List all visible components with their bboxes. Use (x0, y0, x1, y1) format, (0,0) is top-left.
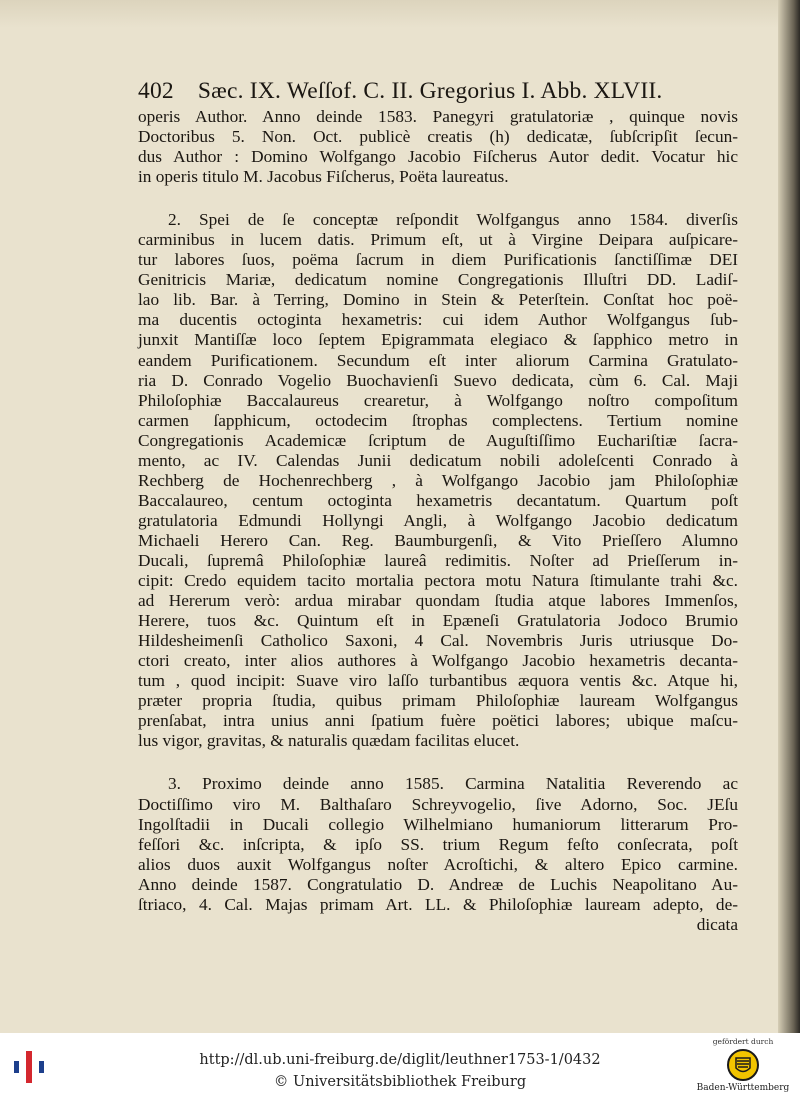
text-line: gratulatoria Edmundi Hollyngi Angli, à Wolfgango Jacobio dedicatum (138, 510, 738, 530)
text-line: carminibus in lucem datis. Primum eſt, ut à Virgine Deipara auſpicare- (138, 230, 738, 250)
text-line: Ingolſtadii in Ducali collegio Wilhelmiano humaniorum litterarum Pro- (138, 814, 738, 834)
text-line: Doctiſſimo viro M. Balthaſaro Schreyvogelio, ſive Adorno, Soc. JEſu (138, 794, 738, 814)
text-line: prenſabat, intra unius anni ſpatium fuère poëtici labores; ubique maſcu- (138, 711, 738, 731)
catchword: dicata (696, 914, 738, 934)
text-line: junxit Mantiſſæ loco ſeptem Epigrammata elegiaco & ſapphico metro in (138, 330, 738, 350)
text-line: ria D. Conrado Vogelio Buochavienſi Suevo dedicata, cùm 6. Cal. Maji (138, 370, 738, 390)
text-line: Philoſophiæ Baccalaureus crearetur, à Wolfgango noſtro compoſitum (138, 390, 738, 410)
text-line: lus vigor, gravitas, & naturalis quædam facilitas elucet. (138, 731, 520, 751)
paragraph-2 (138, 210, 738, 751)
page-number: 402 (138, 78, 174, 104)
text-line: alios duos auxit Wolfgangus noſter Acroſtichi, & altero Epico carmine. (138, 854, 738, 874)
running-header (138, 78, 738, 105)
funder-label: gefördert durch (712, 1037, 774, 1046)
text-line: Congregationis Academicæ ſcriptum de Auguſtiſſimo Euchariſtiæ ſacra- (138, 430, 738, 450)
paragraph-3 (138, 774, 738, 934)
text-line: lao lib. Bar. à Terring, Domino in Stein & Peterſtein. Conſtat hoc poë- (138, 290, 738, 310)
text-line: Michaeli Herero Can. Reg. Baumburgenſi, & Vito Prieſſero Alumno (138, 530, 738, 550)
text-line: Herere, tuos &c. Quintum eſt in Epæneſi Gratulatoria Jodoco Brumio (138, 611, 738, 631)
text-line: dus Author : Domino Wolfgango Jacobio Fiſcherus Autor dedit. Vocatur hic (138, 147, 738, 167)
text-line: præter propria ſtudia, quibus primam Philoſophiæ lauream Wolfgangus (138, 691, 738, 711)
text-line: tum , quod incipit: Suave viro laſſo turbantibus æquora ventis &c. Atque hi, (138, 671, 738, 691)
text-line: ſtriaco, 4. Cal. Majas primam Art. LL. & Philoſophiæ lauream adepto, de- (138, 894, 738, 914)
text-line: in operis titulo M. Jacobus Fiſcherus, Poëta laureatus. (138, 167, 509, 187)
running-title: Sæc. IX. Weſſof. C. II. Gregorius I. Abb. XLVII. (197, 78, 663, 104)
page-top-shadow (0, 0, 800, 28)
text-line: feſſori &c. inſcripta, & ipſo SS. trium Regum feſto conſecrata, poſt (138, 834, 738, 854)
text-line: Genitricis Mariæ, dedicatum nomine Congregationis Illuſtri DD. Ladiſ- (138, 270, 738, 290)
text-line: Hildesheimenſi Catholico Saxoni, 4 Cal. Novembris Juris utriusque Do- (138, 631, 738, 651)
page-edge-shadow (778, 0, 800, 1033)
text-line: tur labores ſuos, poëma ſacrum in diem Purificationis ſanctiſſimæ DEI (138, 250, 738, 270)
text-line: cipit: Credo equidem tacito mortalia pectora motu Natura ſtimulante trahi &c. (138, 571, 738, 591)
state-coat-of-arms-icon (726, 1048, 760, 1082)
page-text-block (138, 78, 738, 935)
text-line: 3. Proximo deinde anno 1585. Carmina Natalitia Reverendo ac (168, 774, 738, 794)
funder-region: Baden-Württemberg (696, 1083, 790, 1093)
funder-badge (688, 1036, 798, 1096)
text-line: Doctoribus 5. Non. Oct. publicè creatis (h) dedicatæ, ſubſcripſit ſecun- (138, 127, 738, 147)
text-line: Baccalaureo, centum octoginta hexametris decantatum. Quartum poſt (138, 490, 738, 510)
text-line: eandem Purificationem. Secundum eſt inter aliorum Carmina Gratulato- (138, 350, 738, 370)
text-line: Ducali, ſupremâ Philoſophiæ laureâ redimitis. Noſter ad Prieſſerum in- (138, 550, 738, 570)
text-line: 2. Spei de ſe conceptæ reſpondit Wolfgangus anno 1584. diverſis (168, 210, 738, 230)
text-line: Rechberg de Hochenrechberg , à Wolfgango Jacobio jam Philoſophiæ (138, 470, 738, 490)
text-line: ctori creato, inter alios authores à Wolfgango Jacobio hexametris decanta- (138, 651, 738, 671)
source-url-link[interactable]: http://dl.ub.uni-freiburg.de/diglit/leuthner1753-1/0432 (199, 1052, 601, 1068)
copyright-text: © Universitätsbibliothek Freiburg (273, 1074, 527, 1090)
text-line: operis Author. Anno deinde 1583. Panegyri gratulatoriæ , quinque novis (138, 107, 738, 126)
text-line: Anno deinde 1587. Congratulatio D. Andreæ de Luchis Neapolitano Au- (138, 874, 738, 894)
paragraph-1 (138, 107, 738, 187)
text-line: carmen ſapphicum, octodecim ſtrophas complectens. Tertium nomine (138, 410, 738, 430)
text-line: mento, ac IV. Calendas Junii dedicatum nobili adoleſcenti Conrado à (138, 450, 738, 470)
text-line: ad Hererum verò: ardua mirabar quondam ſtudia atque labores Immenſos, (138, 591, 738, 611)
text-line: ma ducentis octoginta hexametris: cui idem Author Wolfgangus ſub- (138, 310, 738, 330)
